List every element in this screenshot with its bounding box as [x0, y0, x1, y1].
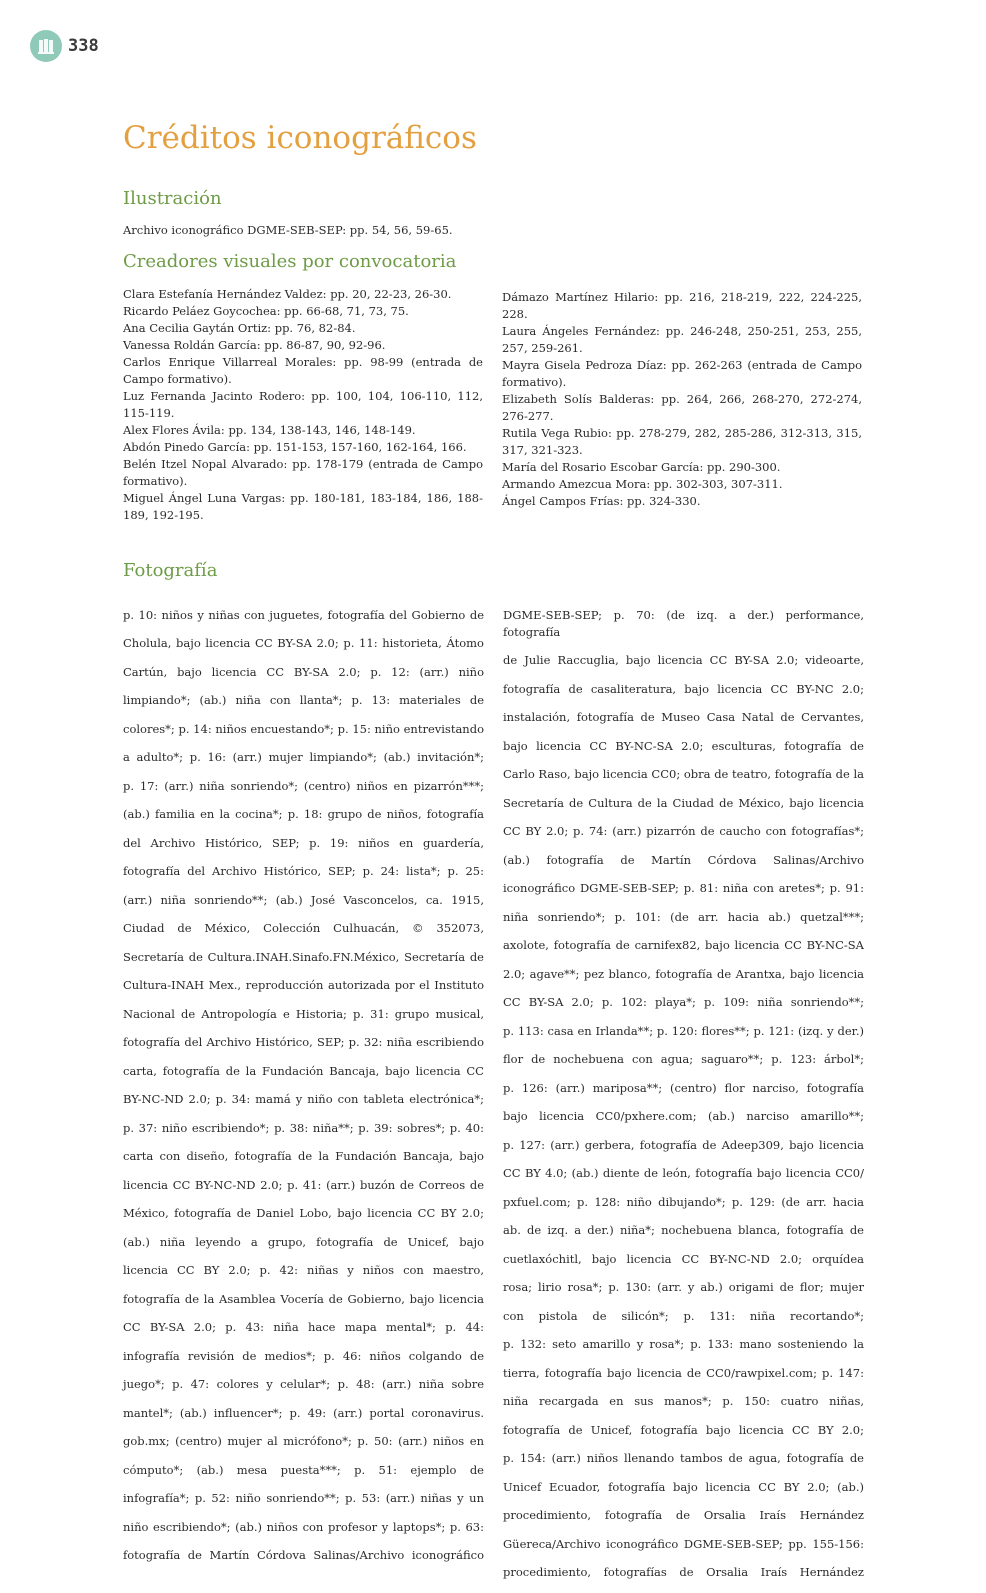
credit-entry: Abdón Pinedo García: pp. 151-153, 157-160, 162-164, 166. [123, 440, 467, 454]
section-heading-fotografia: Fotografía [123, 560, 218, 581]
credit-entry: Carlos Enrique Villarreal Morales: pp. 98-99 (entrada de Campo formativo). [123, 355, 483, 386]
photo-credit-line: 2.0; agave**; pez blanco, fotografía de Arantxa, bajo licencia [503, 966, 864, 981]
photo-credit-line: flor de nochebuena con agua; saguaro**; p. 123: árbol*; [503, 1052, 864, 1066]
credit-entry: Armando Amezcua Mora: pp. 302-303, 307-311. [502, 477, 783, 491]
photo-credit-line: fotografía de Unicef, fotografía bajo licencia CC BY 2.0; [503, 1422, 864, 1437]
photo-credit-line: CC BY 2.0; p. 74: (arr.) pizarrón de caucho con fotografías*; [503, 824, 864, 838]
photo-credit-line: bajo licencia CC0/pxhere.com; (ab.) narciso amarillo**; [503, 1109, 864, 1123]
photo-credit-line: fotografía de Martín Córdova Salinas/Archivo iconográfico [123, 1548, 484, 1562]
book-emblem-icon [30, 30, 62, 62]
photo-credit-line: p. 127: (arr.) gerbera, fotografía de Adeep309, bajo licencia [503, 1137, 864, 1152]
photo-credit-line: licencia CC BY-NC-ND 2.0; p. 41: (arr.) buzón de Correos de [123, 1177, 484, 1192]
photo-credit-line: del Archivo Histórico, SEP; p. 19: niños en guardería, [123, 835, 484, 850]
photo-credit-line: (ab.) familia en la cocina*; p. 18: grupo de niños, fotografía [123, 807, 484, 821]
photo-credit-line: niña sonriendo*; p. 101: (de arr. hacia ab.) quetzal***; [503, 909, 864, 924]
photo-credit-line: limpiando*; (ab.) niña con llanta*; p. 13: materiales de [123, 693, 484, 707]
photo-credit-line: (arr.) niña sonriendo**; (ab.) José Vasconcelos, ca. 1915, [123, 892, 484, 907]
photo-credit-line: fotografía del Archivo Histórico, SEP; p. 24: lista*; p. 25: [123, 864, 484, 878]
page-header [30, 30, 99, 62]
photo-credit-line: licencia CC BY 2.0; p. 42: niñas y niños con maestro, [123, 1263, 484, 1277]
photo-credit-line: Nacional de Antropología e Historia; p. 31: grupo musical, [123, 1006, 484, 1021]
photo-credit-line: con pistola de silicón*; p. 131: niña recortando*; [503, 1308, 864, 1323]
photo-credit-line: fotografía de la Asamblea Vocería de Gobierno, bajo licencia [123, 1291, 484, 1306]
photo-credit-line: p. 132: seto amarillo y rosa*; p. 133: mano sosteniendo la [503, 1337, 864, 1351]
section-heading-creadores: Creadores visuales por convocatoria [123, 251, 457, 272]
photo-credit-line: Ciudad de México, Colección Culhuacán, © 352073, [123, 921, 484, 935]
photo-credit-line: pxfuel.com; p. 128: niño dibujando*; p. 129: (de arr. hacia [503, 1194, 864, 1209]
photo-credit-line: p. 154: (arr.) niños llenando tambos de agua, fotografía de [503, 1451, 864, 1465]
photo-credit-line: bajo licencia CC BY-NC-SA 2.0; esculturas, fotografía de [503, 738, 864, 753]
photo-credit-line: Cartún, bajo licencia CC BY-SA 2.0; p. 12: (arr.) niño [123, 664, 484, 679]
photo-credit-line: de Julie Raccuglia, bajo licencia CC BY-SA 2.0; videoarte, [503, 653, 864, 667]
photo-credit-line: México, fotografía de Daniel Lobo, bajo licencia CC BY 2.0; [123, 1206, 484, 1220]
fotografia-right-column [503, 595, 864, 1593]
photo-credit-line: infografía revisión de medios*; p. 46: niños colgando de [123, 1348, 484, 1363]
credit-entry: Laura Ángeles Fernández: pp. 246-248, 250-251, 253, 255, 257, 259-261. [502, 324, 862, 355]
photo-credit-line: Secretaría de Cultura.INAH.Sinafo.FN.México, Secretaría de [123, 949, 484, 964]
fotografia-left-column [123, 595, 484, 1576]
photo-credit-line: colores*; p. 14: niños encuestando*; p. 15: niño entrevistando [123, 721, 484, 736]
photo-credit-line: Cholula, bajo licencia CC BY-SA 2.0; p. 11: historieta, Átomo [123, 636, 484, 650]
photo-credit-line: instalación, fotografía de Museo Casa Natal de Cervantes, [503, 710, 864, 724]
photo-credit-line: CC BY-SA 2.0; p. 102: playa*; p. 109: niña sonriendo**; [503, 995, 864, 1009]
photo-credit-line: CC BY-SA 2.0; p. 43: niña hace mapa mental*; p. 44: [123, 1320, 484, 1334]
credit-entry: Dámazo Martínez Hilario: pp. 216, 218-219, 222, 224-225, 228. [502, 290, 862, 321]
creadores-left-column [123, 286, 483, 524]
credit-entry: Miguel Ángel Luna Vargas: pp. 180-181, 183-184, 186, 188-189, 192-195. [123, 491, 483, 522]
photo-credit-line: p. 113: casa en Irlanda**; p. 120: flores**; p. 121: (izq. y der.) [503, 1023, 864, 1038]
photo-credit-line: procedimiento, fotografías de Orsalia Iraís Hernández [503, 1565, 864, 1579]
photo-credit-line: p. 17: (arr.) niña sonriendo*; (centro) niños en pizarrón***; [123, 778, 484, 793]
photo-credit-line: rosa; lirio rosa*; p. 130: (arr. y ab.) origami de flor; mujer [503, 1280, 864, 1294]
photo-credit-line: mantel*; (ab.) influencer*; p. 49: (arr.) portal coronavirus. [123, 1405, 484, 1420]
photo-credit-line: CC BY 4.0; (ab.) diente de león, fotografía bajo licencia CC0/ [503, 1166, 864, 1180]
photo-credit-line: cuetlaxóchitl, bajo licencia CC BY-NC-ND 2.0; orquídea [503, 1251, 864, 1266]
photo-credit-line: Secretaría de Cultura de la Ciudad de México, bajo licencia [503, 795, 864, 810]
photo-credit-line: a adulto*; p. 16: (arr.) mujer limpiando*; (ab.) invitación*; [123, 750, 484, 764]
credit-entry: Alex Flores Ávila: pp. 134, 138-143, 146, 148-149. [123, 423, 416, 437]
photo-credit-line: (ab.) niña leyendo a grupo, fotografía de Unicef, bajo [123, 1234, 484, 1249]
photo-credit-line: carta con diseño, fotografía de la Fundación Bancaja, bajo [123, 1149, 484, 1163]
credit-entry: Elizabeth Solís Balderas: pp. 264, 266, 268-270, 272-274, 276-277. [502, 392, 862, 423]
credit-entry: Clara Estefanía Hernández Valdez: pp. 20, 22-23, 26-30. [123, 287, 452, 301]
photo-credit-line: fotografía de casaliteratura, bajo licencia CC BY-NC 2.0; [503, 681, 864, 696]
photo-credit-line: iconográfico DGME-SEB-SEP; p. 81: niña con aretes*; p. 91: [503, 881, 864, 895]
credit-entry: María del Rosario Escobar García: pp. 290-300. [502, 460, 781, 474]
photo-credit-line: DGME-SEB-SEP; p. 70: (de izq. a der.) performance, fotografía [503, 607, 864, 639]
photo-credit-line: cómputo*; (ab.) mesa puesta***; p. 51: ejemplo de [123, 1462, 484, 1477]
ilustracion-credit: Archivo iconográfico DGME-SEB-SEP: pp. 54, 56, 59-65. [123, 223, 453, 237]
photo-credit-line: procedimiento, fotografía de Orsalia Iraís Hernández [503, 1508, 864, 1522]
photo-credit-line: p. 10: niños y niñas con juguetes, fotografía del Gobierno de [123, 607, 484, 622]
credit-entry: Vanessa Roldán García: pp. 86-87, 90, 92-96. [123, 338, 386, 352]
section-heading-ilustracion: Ilustración [123, 188, 222, 209]
page-title: Créditos iconográficos [123, 120, 477, 156]
photo-credit-line: axolote, fotografía de carnifex82, bajo licencia CC BY-NC-SA [503, 938, 864, 952]
photo-credit-line: tierra, fotografía bajo licencia de CC0/rawpixel.com; p. 147: [503, 1365, 864, 1380]
credit-entry: Belén Itzel Nopal Alvarado: pp. 178-179 (entrada de Campo formativo). [123, 457, 483, 488]
photo-credit-line: gob.mx; (centro) mujer al micrófono*; p. 50: (arr.) niños en [123, 1434, 484, 1448]
photo-credit-line: juego*; p. 47: colores y celular*; p. 48: (arr.) niña sobre [123, 1377, 484, 1391]
page-number: 338 [68, 36, 99, 56]
photo-credit-line: niño escribiendo*; (ab.) niños con profesor y laptops*; p. 63: [123, 1519, 484, 1534]
photo-credit-line: infografía*; p. 52: niño sonriendo**; p. 53: (arr.) niñas y un [123, 1491, 484, 1505]
creadores-right-column [502, 289, 862, 510]
photo-credit-line: ab. de izq. a der.) niña*; nochebuena blanca, fotografía de [503, 1223, 864, 1237]
photo-credit-line: (ab.) fotografía de Martín Córdova Salinas/Archivo [503, 852, 864, 867]
photo-credit-line: carta, fotografía de la Fundación Bancaja, bajo licencia CC [123, 1063, 484, 1078]
photo-credit-line: p. 37: niño escribiendo*; p. 38: niña**; p. 39: sobres*; p. 40: [123, 1120, 484, 1135]
photo-credit-line: Carlo Raso, bajo licencia CC0; obra de teatro, fotografía de la [503, 767, 864, 781]
photo-credit-line: BY-NC-ND 2.0; p. 34: mamá y niño con tableta electrónica*; [123, 1092, 484, 1106]
photo-credit-line: niña recargada en sus manos*; p. 150: cuatro niñas, [503, 1394, 864, 1408]
photo-credit-line: Cultura-INAH Mex., reproducción autorizada por el Instituto [123, 978, 484, 992]
credit-entry: Ana Cecilia Gaytán Ortiz: pp. 76, 82-84. [123, 321, 356, 335]
credit-entry: Luz Fernanda Jacinto Rodero: pp. 100, 104, 106-110, 112, 115-119. [123, 389, 483, 420]
photo-credit-line: p. 126: (arr.) mariposa**; (centro) flor narciso, fotografía [503, 1080, 864, 1095]
credit-entry: Mayra Gisela Pedroza Díaz: pp. 262-263 (entrada de Campo formativo). [502, 358, 862, 389]
credit-entry: Ricardo Peláez Goycochea: pp. 66-68, 71, 73, 75. [123, 304, 409, 318]
photo-credit-line: Unicef Ecuador, fotografía bajo licencia CC BY 2.0; (ab.) [503, 1479, 864, 1494]
credit-entry: Rutila Vega Rubio: pp. 278-279, 282, 285-286, 312-313, 315, 317, 321-323. [502, 426, 862, 457]
photo-credit-line: Güereca/Archivo iconográfico DGME-SEB-SEP; pp. 155-156: [503, 1536, 864, 1551]
credit-entry: Ángel Campos Frías: pp. 324-330. [502, 494, 701, 508]
photo-credit-line: fotografía del Archivo Histórico, SEP; p. 32: niña escribiendo [123, 1035, 484, 1049]
